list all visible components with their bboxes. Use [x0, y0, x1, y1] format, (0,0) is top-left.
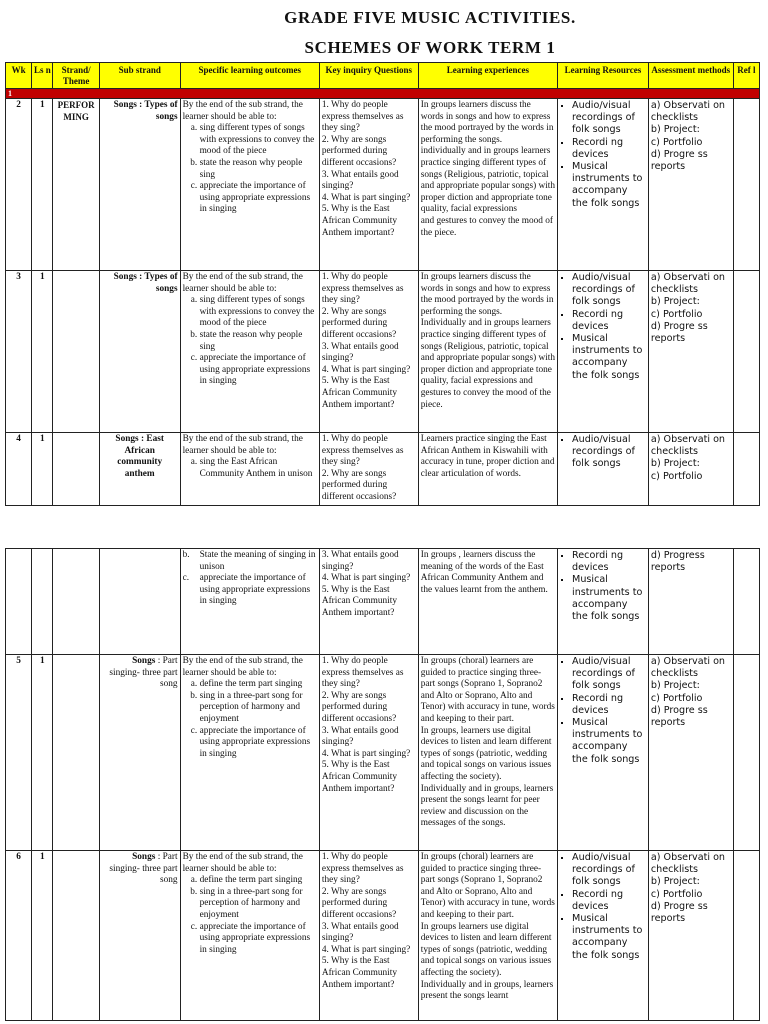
resource-item: ▪ Musical instruments to accompany the folk songs: [572, 717, 646, 766]
assessment-item: a) Observati on checklists: [650, 100, 726, 124]
outcome-text: State the meaning of singing in unison: [199, 550, 316, 572]
assessment-item: d) Progre ss reports: [650, 704, 708, 729]
cell-outcomes: [180, 851, 319, 1021]
cell-lsn: 1: [32, 655, 53, 851]
assessment-item: a) Observati on checklists: [650, 434, 726, 458]
question: 1. Why do people express themselves as they sing?: [321, 434, 404, 468]
header-sub-strand: Sub strand: [99, 63, 180, 89]
assessment-item: b) Project:: [650, 876, 700, 888]
outcome-item: a. sing the East African Community Anthem in unison: [200, 457, 317, 480]
assessment-item: b) Project:: [650, 458, 700, 470]
cell-strand: [53, 433, 99, 506]
outcome-item: a. define the term part singing: [200, 875, 317, 887]
table-row: [6, 655, 760, 851]
assessment-item: d) Progress reports: [650, 550, 705, 574]
cell-experiences: [418, 549, 557, 655]
cell-questions: [319, 851, 418, 1021]
experience-text: In groups learners discuss the words in songs and how to express the mood portrayed by the words in performing the songs. individually and in groups learners practice singing different types of songs (Religious, patriotic, topical and appropriate popular songs) with proper diction and appropriate tone quality, facial expressions and gestures to convey the mood of the piece.: [420, 100, 556, 238]
cell-experiences: [418, 851, 557, 1021]
cell-resources: [558, 549, 649, 655]
cell-sub-strand: [99, 271, 180, 433]
assessment-item: b) Project:: [650, 296, 700, 308]
cell-resources: [558, 433, 649, 506]
question: 1. Why do people express themselves as they sing?: [321, 852, 404, 886]
assessment-item: a) Observati on checklists: [650, 272, 726, 296]
resource-item: ▪ Recordi ng devices: [572, 137, 646, 161]
assessment-item: c) Portfolio: [650, 692, 703, 704]
outcome-item: a. sing different types of songs with expressions to convey the mood of the piece: [200, 295, 317, 330]
assessment-item: c) Portfolio: [650, 888, 703, 900]
question: 3. What entails good singing?: [321, 169, 399, 192]
assessment-item: c) Portfolio: [650, 308, 703, 320]
cell-wk: 5: [6, 655, 32, 851]
assessment-item: b) Project:: [650, 680, 700, 692]
resource-item: ▪ Musical instruments to accompany the folk songs: [572, 913, 646, 962]
question: 5. Why is the East African Community Anthem important?: [321, 376, 397, 410]
header-assessment: Assessment methods: [648, 63, 733, 89]
assessment-item: b) Project:: [650, 124, 700, 136]
sub-strand-title: Songs : East African community anthem: [115, 434, 164, 479]
sub-strand-detail: of songs: [155, 100, 178, 122]
cell-strand: [53, 655, 99, 851]
outcomes-list: [183, 295, 317, 388]
outcome-item: a. define the term part singing: [200, 679, 317, 691]
question: 1. Why do people express themselves as they sing?: [321, 100, 404, 134]
outcome-item: c. appreciate the importance of using appropriate expressions in singing: [200, 922, 317, 957]
assessment-item: c) Portfolio: [650, 470, 703, 482]
assessment-item: a) Observati on checklists: [650, 852, 726, 876]
question: 3. What entails good singing?: [321, 921, 399, 944]
question: 2. Why are songs performed during different occasions?: [321, 134, 397, 168]
header-refl: Ref l: [733, 63, 759, 89]
term-band-row: [6, 89, 760, 99]
cell-experiences: [418, 271, 557, 433]
sub-strand-title: Songs : Types: [113, 100, 168, 110]
cell-resources: [558, 851, 649, 1021]
outcome-item: b. sing in a three-part song for perception of harmony and enjoyment: [200, 691, 317, 726]
resource-item: ▪ Recordi ng devices: [572, 309, 646, 333]
resource-item: ▪ Musical instruments to accompany the folk songs: [572, 161, 646, 210]
question: 5. Why is the East African Community Anthem important?: [321, 956, 397, 990]
header-strand: Strand/ Theme: [53, 63, 99, 89]
question: 1. Why do people express themselves as they sing?: [321, 656, 404, 690]
outcome-item: b. state the reason why people sing: [200, 330, 317, 353]
question: 2. Why are songs performed during different occasions?: [321, 468, 397, 502]
experience-text: Learners practice singing the East African Anthem in Kiswahili with accuracy in tune, proper diction and clear articulation of words.: [420, 434, 555, 479]
cell-wk: 2: [6, 99, 32, 271]
cell-strand: [53, 549, 99, 655]
experience-text: In groups learners discuss the words in songs and how to express the mood portrayed by the words in performing the songs. Individually and in groups learners practice singing different types of songs (Religious, patriotic, topical and appropriate popular songs) with proper diction and appropriate tone quality, facial expressions and gestures to convey the mood of the piece.: [420, 272, 556, 410]
cell-wk: 6: [6, 851, 32, 1021]
resource-item: ▪ Recordi ng devices: [572, 550, 646, 574]
schemes-table-continued: [5, 548, 760, 1021]
cell-assessment: [648, 271, 733, 433]
sub-strand-title: Songs: [132, 852, 156, 862]
assessment-item: a) Observati on checklists: [650, 656, 726, 680]
question: 5. Why is the East African Community Anthem important?: [321, 204, 397, 238]
resource-item: ▪ Recordi ng devices: [572, 889, 646, 913]
outcomes-list: [183, 457, 317, 480]
question: 5. Why is the East African Community Anthem important?: [321, 584, 397, 618]
cell-questions: [319, 655, 418, 851]
outcome-item: c. appreciate the importance of using appropriate expressions in singing: [200, 181, 317, 216]
sub-strand-detail: : Part singing- three part song: [109, 852, 178, 886]
table-row: [6, 433, 760, 506]
question: 3. What entails good singing?: [321, 725, 399, 748]
cell-assessment: [648, 655, 733, 851]
cell-questions: [319, 99, 418, 271]
cell-sub-strand: [99, 851, 180, 1021]
cell-wk: [6, 549, 32, 655]
assessment-item: d) Progre ss reports: [650, 900, 708, 925]
cell-lsn: [32, 549, 53, 655]
sub-strand-title: Songs: [132, 656, 156, 666]
cell-wk: 4: [6, 433, 32, 506]
cell-outcomes: [180, 655, 319, 851]
cell-experiences: [418, 99, 557, 271]
assessment-item: d) Progre ss reports: [650, 320, 708, 345]
cell-assessment: [648, 433, 733, 506]
outcomes-list: [183, 679, 317, 760]
question: 2. Why are songs performed during different occasions?: [321, 306, 397, 340]
cell-refl: [733, 655, 759, 851]
cell-strand: [53, 271, 99, 433]
cell-resources: [558, 655, 649, 851]
question: 4. What is part singing?: [321, 192, 411, 203]
question: 4. What is part singing?: [321, 364, 411, 375]
header-questions: Key inquiry Questions: [319, 63, 418, 89]
outcome-item: b. state the reason why people sing: [200, 158, 317, 181]
question: 3. What entails good singing?: [321, 550, 399, 572]
sub-strand-detail: of songs: [155, 272, 178, 294]
resource-item: ▪ Audio/visual recordings of folk songs: [572, 434, 646, 471]
outcome-item: c. appreciate the importance of using appropriate expressions in singing: [200, 353, 317, 388]
experience-text: In groups (choral) learners are guided to practice singing three-part songs (Soprano 1, Soprano2 and Alto or Soprano, Alto and Tenor) with accuracy in tune, words and keeping to their part. In groups learners use digital devices to listen and learn different types of songs (patriotic, wedding and topical songs on various issues affecting the society). Individually and in groups, learners present the songs learnt: [420, 852, 555, 1002]
header-experiences: Learning experiences: [418, 63, 557, 89]
cell-assessment: [648, 851, 733, 1021]
outcome-text: appreciate the importance of using appropriate expressions in singing: [199, 573, 311, 607]
cell-resources: [558, 99, 649, 271]
cell-assessment: [648, 99, 733, 271]
cell-questions: [319, 271, 418, 433]
table-row-continuation: [6, 549, 760, 655]
header-row: [6, 63, 760, 89]
outcome-item: b. sing in a three-part song for perception of harmony and enjoyment: [200, 887, 317, 922]
outcomes-list: [183, 875, 317, 956]
question: 3. What entails good singing?: [321, 341, 399, 364]
cell-lsn: 1: [32, 99, 53, 271]
cell-sub-strand: [99, 655, 180, 851]
question: 4. What is part singing?: [321, 573, 411, 584]
schemes-table-top: [5, 62, 760, 506]
document-subtitle: SCHEMES OF WORK TERM 1: [304, 38, 556, 57]
cell-outcomes: [180, 433, 319, 506]
cell-questions: [319, 433, 418, 506]
resource-item: ▪ Audio/visual recordings of folk songs: [572, 272, 646, 309]
question: 5. Why is the East African Community Anthem important?: [321, 760, 397, 794]
cell-lsn: 1: [32, 433, 53, 506]
outcomes-intro: By the end of the sub strand, the learner should be able to:: [182, 656, 303, 678]
resource-item: ▪ Audio/visual recordings of folk songs: [572, 100, 646, 137]
cell-outcomes: [180, 99, 319, 271]
cell-outcomes: [180, 271, 319, 433]
question: 1. Why do people express themselves as they sing?: [321, 272, 404, 306]
cell-refl: [733, 433, 759, 506]
question: 2. Why are songs performed during different occasions?: [321, 886, 397, 920]
question: 4. What is part singing?: [321, 944, 411, 955]
header-outcomes: Specific learning outcomes: [180, 63, 319, 89]
cell-questions: [319, 549, 418, 655]
experience-text: In groups , learners discuss the meaning of the words of the East African Community Anthem and the values learnt from the anthem.: [420, 550, 548, 595]
resource-item: ▪ Musical instruments to accompany the folk songs: [572, 333, 646, 382]
header-wk: Wk: [6, 63, 32, 89]
outcome-mark: c.: [182, 573, 190, 584]
resource-item: ▪ Audio/visual recordings of folk songs: [572, 656, 646, 693]
cell-lsn: 1: [32, 851, 53, 1021]
sub-strand-title: Songs : Types: [113, 272, 168, 282]
sub-strand-detail: : Part singing- three part song: [109, 656, 178, 690]
cell-assessment: [648, 549, 733, 655]
cell-refl: [733, 549, 759, 655]
cell-strand: PERFOR MING: [53, 99, 99, 271]
cell-outcomes: [180, 549, 319, 655]
cell-refl: [733, 851, 759, 1021]
resource-item: ▪ Musical instruments to accompany the folk songs: [572, 574, 646, 623]
cell-sub-strand: [99, 549, 180, 655]
cell-resources: [558, 271, 649, 433]
outcome-item: c. appreciate the importance of using appropriate expressions in singing: [200, 726, 317, 761]
outcomes-intro: By the end of the sub strand, the learner should be able to:: [182, 100, 303, 122]
cell-experiences: [418, 655, 557, 851]
outcomes-list: [183, 123, 317, 216]
resource-item: ▪ Recordi ng devices: [572, 693, 646, 717]
cell-strand: [53, 851, 99, 1021]
cell-refl: [733, 99, 759, 271]
assessment-item: c) Portfolio: [650, 136, 703, 148]
cell-refl: [733, 271, 759, 433]
outcomes-intro: By the end of the sub strand, the learner should be able to:: [182, 272, 303, 294]
question: 4. What is part singing?: [321, 748, 411, 759]
outcome-item: a. sing different types of songs with expressions to convey the mood of the piece: [200, 123, 317, 158]
table-row: [6, 851, 760, 1021]
cell-sub-strand: [99, 99, 180, 271]
cell-wk: 3: [6, 271, 32, 433]
cell-experiences: [418, 433, 557, 506]
cell-sub-strand: [99, 433, 180, 506]
experience-text: In groups (choral) learners are guided to practice singing three-part songs (Soprano 1, Soprano2 and Alto or Soprano, Alto and Tenor) with accuracy in tune, words and keeping to their part. In groups, learners use digital devices to listen and learn different types of songs (patriotic, wedding and topical songs on various issues affecting the society). Individually and in groups, learners present the songs learnt for peer review and discussion on the messages of the songs.: [420, 656, 555, 829]
outcome-mark: b.: [182, 550, 190, 560]
outcomes-intro: By the end of the sub strand, the learner should be able to:: [182, 852, 303, 874]
term-band: 1: [6, 89, 760, 99]
resource-item: ▪ Audio/visual recordings of folk songs: [572, 852, 646, 889]
table-row: [6, 271, 760, 433]
question: 2. Why are songs performed during different occasions?: [321, 690, 397, 724]
cell-lsn: 1: [32, 271, 53, 433]
table-row: [6, 99, 760, 271]
document-title: GRADE FIVE MUSIC ACTIVITIES.: [284, 8, 576, 27]
outcomes-intro: By the end of the sub strand, the learner should be able to:: [182, 434, 303, 456]
header-resources: Learning Resources: [558, 63, 649, 89]
assessment-item: d) Progre ss reports: [650, 148, 708, 173]
header-lsn: Ls n: [32, 63, 53, 89]
